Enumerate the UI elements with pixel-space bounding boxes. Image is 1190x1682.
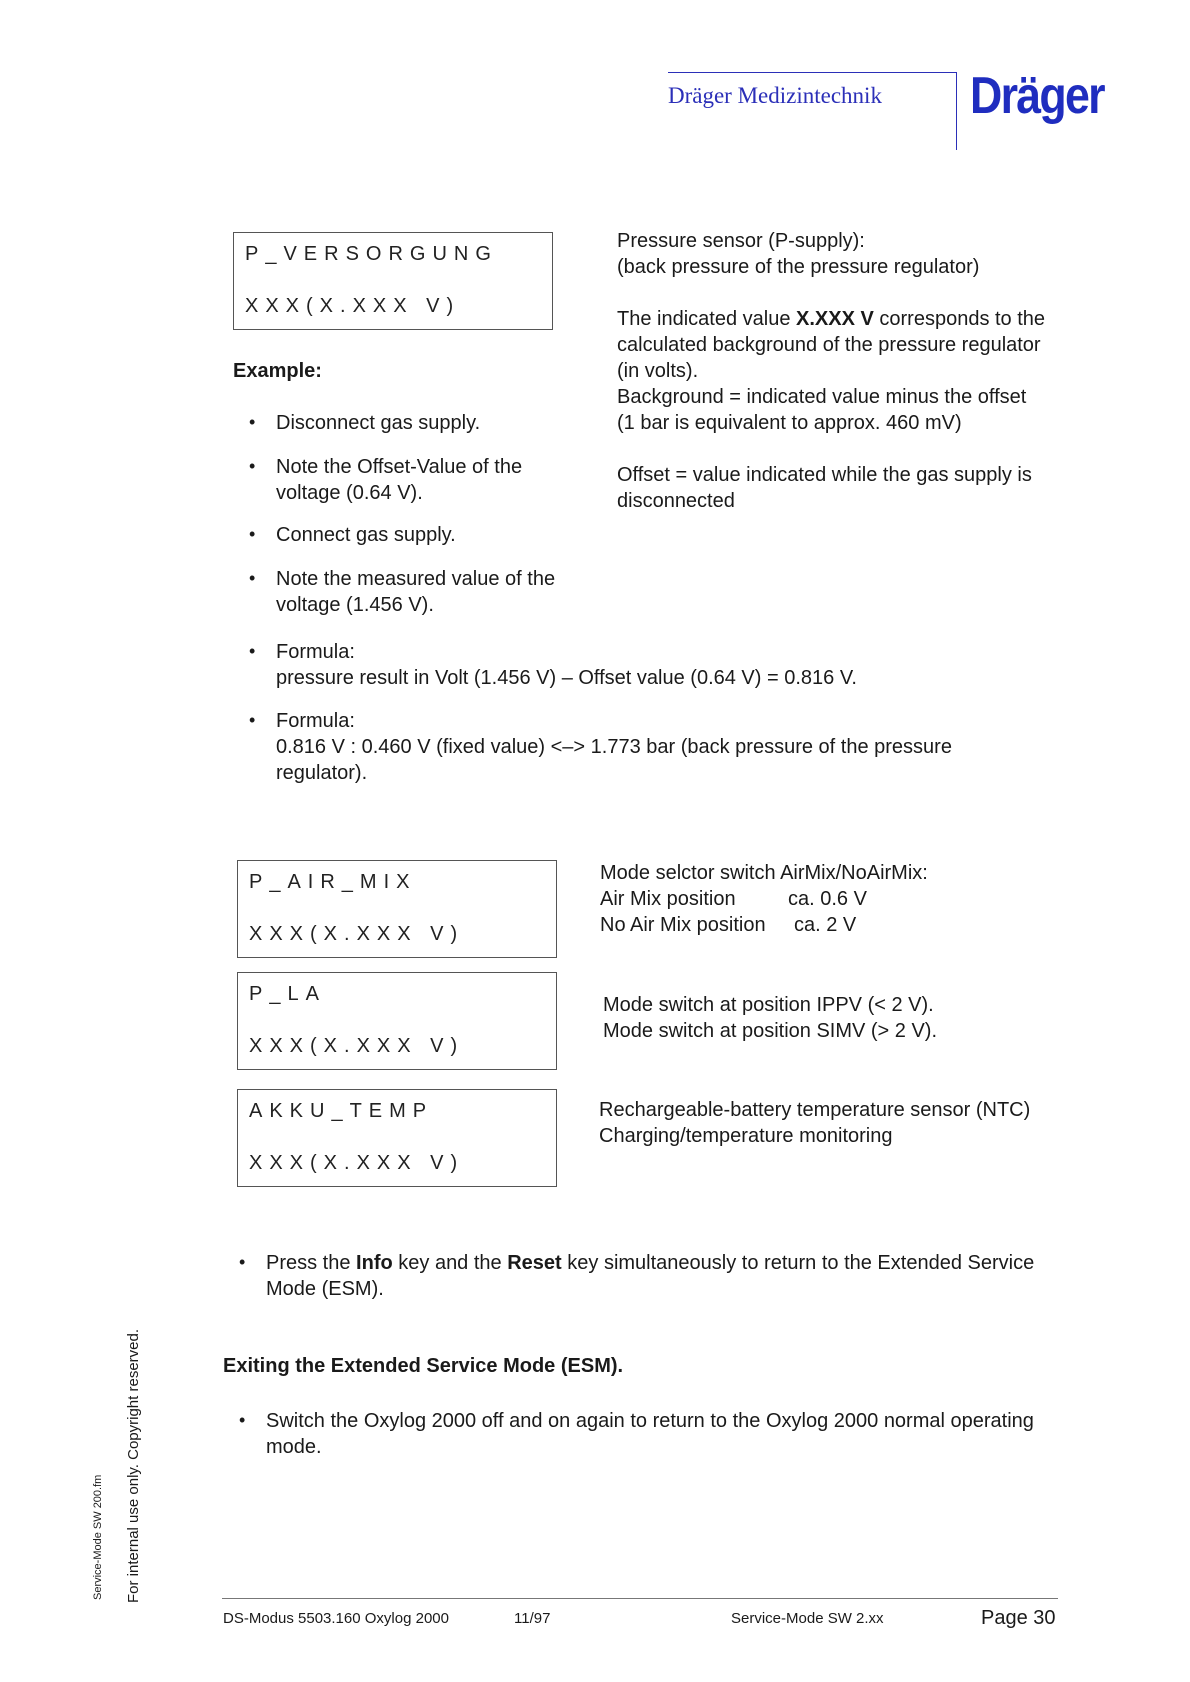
pressure-desc-line: (in volts). bbox=[617, 360, 699, 382]
display-p-la bbox=[237, 972, 557, 1070]
display-p-versorgung bbox=[233, 232, 553, 330]
pressure-desc-line: calculated background of the pressure regulator bbox=[617, 334, 1041, 356]
drager-logo: Dräger bbox=[970, 67, 1104, 125]
display-label: P_LA bbox=[249, 983, 326, 1005]
airmix-desc-line: Air Mix position bbox=[600, 888, 736, 910]
bullet-icon: • bbox=[249, 710, 256, 730]
airmix-desc-line: Mode selctor switch AirMix/NoAirMix: bbox=[600, 862, 928, 884]
airmix-desc-value: ca. 0.6 V bbox=[788, 888, 867, 910]
akku-desc-line: Rechargeable-battery temperature sensor (NTC) bbox=[599, 1099, 1031, 1121]
list-item: Connect gas supply. bbox=[276, 524, 456, 546]
pressure-desc-line: (back pressure of the pressure regulator) bbox=[617, 256, 980, 278]
value-placeholder: X.XXX V bbox=[796, 308, 874, 330]
sidebar-filename: Service-Mode SW 200.fm bbox=[92, 1474, 104, 1600]
list-item: Disconnect gas supply. bbox=[276, 412, 481, 434]
display-label: P_VERSORGUNG bbox=[245, 243, 498, 265]
pressure-desc-indicated bbox=[617, 306, 1045, 332]
display-value: XXX(X.XXX V) bbox=[249, 1035, 465, 1057]
text-fragment: corresponds to the bbox=[873, 308, 1046, 330]
text-fragment: key and the bbox=[392, 1252, 508, 1274]
exit-line-cont: mode. bbox=[266, 1436, 322, 1458]
pressure-desc-line: Background = indicated value minus the offset bbox=[617, 386, 1027, 408]
exit-line: Switch the Oxylog 2000 off and on again to return to the Oxylog 2000 normal operating bbox=[266, 1410, 1034, 1432]
display-label: AKKU_TEMP bbox=[249, 1100, 434, 1122]
reset-key: Reset bbox=[507, 1252, 562, 1274]
sidebar-copyright: For internal use only. Copyright reserved. bbox=[125, 1328, 142, 1603]
bullet-icon: • bbox=[249, 641, 256, 661]
display-value: XXX(X.XXX V) bbox=[249, 923, 465, 945]
footer-pages: 11/97 bbox=[514, 1610, 551, 1627]
pressure-desc-line: Pressure sensor (P-supply): bbox=[617, 230, 865, 252]
bullet-icon: • bbox=[249, 568, 256, 588]
list-item-cont: regulator). bbox=[276, 762, 368, 784]
offset-desc-line: disconnected bbox=[617, 490, 735, 512]
display-value: XXX(X.XXX V) bbox=[249, 1152, 465, 1174]
pla-desc-line: Mode switch at position IPPV (< 2 V). bbox=[603, 994, 934, 1016]
header-rule bbox=[668, 72, 956, 73]
bullet-icon: • bbox=[239, 1410, 246, 1430]
list-item-cont: pressure result in Volt (1.456 V) – Offset value (0.64 V) = 0.816 V. bbox=[276, 667, 857, 689]
list-item: Formula: bbox=[276, 710, 355, 732]
offset-desc-line: Offset = value indicated while the gas supply is bbox=[617, 464, 1032, 486]
list-item-cont: 0.816 V : 0.460 V (fixed value) <–> 1.773 bar (back pressure of the pressure bbox=[276, 736, 952, 758]
footer-mode: Service-Mode SW 2.xx bbox=[731, 1610, 884, 1627]
list-item-cont: voltage (1.456 V). bbox=[276, 594, 434, 616]
info-key: Info bbox=[356, 1252, 393, 1274]
list-item: Formula: bbox=[276, 641, 355, 663]
press-info-line bbox=[266, 1250, 1034, 1276]
example-heading: Example: bbox=[233, 360, 322, 382]
akku-desc-line: Charging/temperature monitoring bbox=[599, 1125, 893, 1147]
exit-heading: Exiting the Extended Service Mode (ESM). bbox=[223, 1355, 624, 1377]
text-fragment: key simultaneously to return to the Extended Service bbox=[561, 1252, 1035, 1274]
company-name: Dräger Medizintechnik bbox=[668, 83, 882, 108]
display-value: XXX(X.XXX V) bbox=[245, 295, 461, 317]
footer-doc: DS-Modus 5503.160 Oxylog 2000 bbox=[223, 1610, 449, 1627]
display-label: P_AIR_MIX bbox=[249, 871, 417, 893]
airmix-desc-line: No Air Mix position bbox=[600, 914, 766, 936]
text-fragment: Press the bbox=[266, 1252, 357, 1274]
list-item: Note the measured value of the bbox=[276, 568, 556, 590]
bullet-icon: • bbox=[249, 412, 256, 432]
press-info-line-cont: Mode (ESM). bbox=[266, 1278, 384, 1300]
bullet-icon: • bbox=[239, 1252, 246, 1272]
display-p-air-mix bbox=[237, 860, 557, 958]
text-fragment: The indicated value bbox=[617, 308, 797, 330]
list-item: Note the Offset-Value of the bbox=[276, 456, 523, 478]
pressure-desc-line: (1 bar is equivalent to approx. 460 mV) bbox=[617, 412, 962, 434]
list-item-cont: voltage (0.64 V). bbox=[276, 482, 423, 504]
footer-rule bbox=[222, 1598, 1058, 1599]
airmix-desc-value: ca. 2 V bbox=[794, 914, 857, 936]
pla-desc-line: Mode switch at position SIMV (> 2 V). bbox=[603, 1020, 938, 1042]
display-akku-temp bbox=[237, 1089, 557, 1187]
bullet-icon: • bbox=[249, 524, 256, 544]
bullet-icon: • bbox=[249, 456, 256, 476]
page-number: Page 30 bbox=[981, 1607, 1056, 1629]
header-divider bbox=[956, 72, 957, 150]
